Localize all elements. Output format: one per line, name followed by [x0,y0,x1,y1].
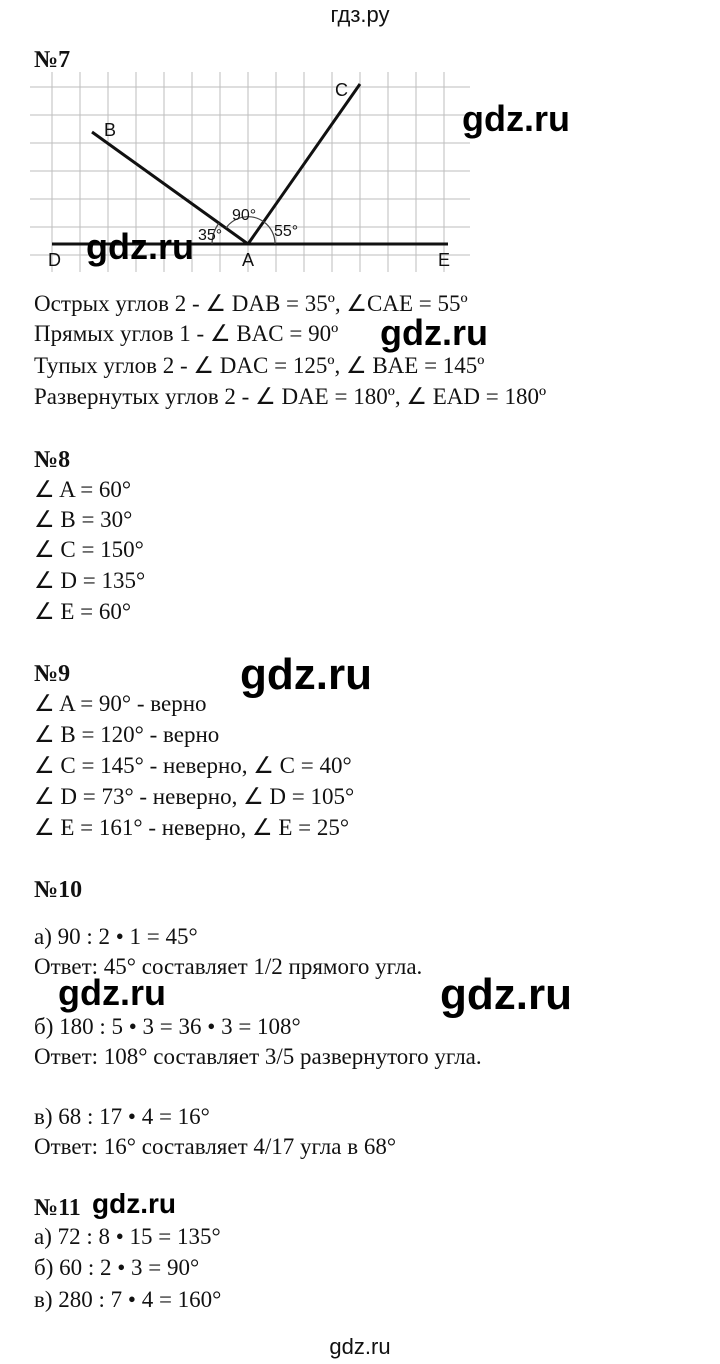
ex10-a-answer: Ответ: 45° составляет 1/2 прямого угла. [34,954,423,979]
ex7-line: Развернутых углов 2 - ∠ DAE = 180º, ∠ EAD = 180º [34,384,547,409]
ex10-a-calc: а) 90 : 2 • 1 = 45° [34,924,198,949]
ex10-c-calc: в) 68 : 17 • 4 = 16° [34,1104,210,1129]
ex9-line: ∠ C = 145° - неверно, ∠ C = 40° [34,753,352,778]
point-label-C: C [335,80,348,100]
exercise-11-heading: №11 [34,1195,81,1221]
exercise-7-heading: №7 [34,47,71,73]
angle-label-35: 35° [198,227,223,244]
exercise-9-heading: №9 [34,661,71,687]
watermark: gdz.ru [92,1188,176,1219]
watermark: gdz.ru [86,226,194,267]
exercise-8-heading: №8 [34,447,71,473]
watermark: gdz.ru [462,98,570,139]
ex10-b-answer: Ответ: 108° составляет 3/5 развернутого угла. [34,1044,482,1069]
ex8-line: ∠ B = 30° [34,507,133,532]
point-label-A: A [242,250,255,270]
ex10-c-answer: Ответ: 16° составляет 4/17 угла в 68° [34,1134,397,1159]
watermark: gdz.ru [440,970,572,1019]
angle-label-90: 90° [232,207,257,224]
ex9-line: ∠ E = 161° - неверно, ∠ E = 25° [34,815,350,840]
point-label-E: E [438,250,451,270]
ex10-b-calc: б) 180 : 5 • 3 = 36 • 3 = 108° [34,1014,301,1039]
ex8-line: ∠ A = 60° [34,477,132,502]
ex8-line: ∠ C = 150° [34,537,144,562]
ex11-line: в) 280 : 7 • 4 = 160° [34,1287,222,1312]
ex11-line: б) 60 : 2 • 3 = 90° [34,1255,200,1280]
watermark: gdz.ru [58,972,166,1013]
watermark: gdz.ru [240,650,372,699]
ex11-line: а) 72 : 8 • 15 = 135° [34,1224,221,1249]
watermark: gdz.ru [380,312,488,353]
angle-label-55: 55° [274,223,299,240]
ex8-line: ∠ E = 60° [34,599,132,624]
ex7-line: Тупых углов 2 - ∠ DAC = 125º, ∠ BAE = 145º [34,353,485,378]
point-label-B: B [104,120,117,140]
site-header: гдз.ру [330,2,390,27]
ex9-line: ∠ A = 90° - верно [34,691,207,716]
ex7-line: Острых углов 2 - ∠ DAB = 35º, ∠CAE = 55º [34,291,468,316]
exercise-10-heading: №10 [34,877,83,903]
point-label-D: D [48,250,61,270]
site-footer: gdz.ru [329,1334,391,1359]
ex9-line: ∠ D = 73° - неверно, ∠ D = 105° [34,784,355,809]
ex9-line: ∠ B = 120° - верно [34,722,220,747]
ex7-line: Прямых углов 1 - ∠ BAC = 90º [34,321,339,346]
ex8-line: ∠ D = 135° [34,568,146,593]
